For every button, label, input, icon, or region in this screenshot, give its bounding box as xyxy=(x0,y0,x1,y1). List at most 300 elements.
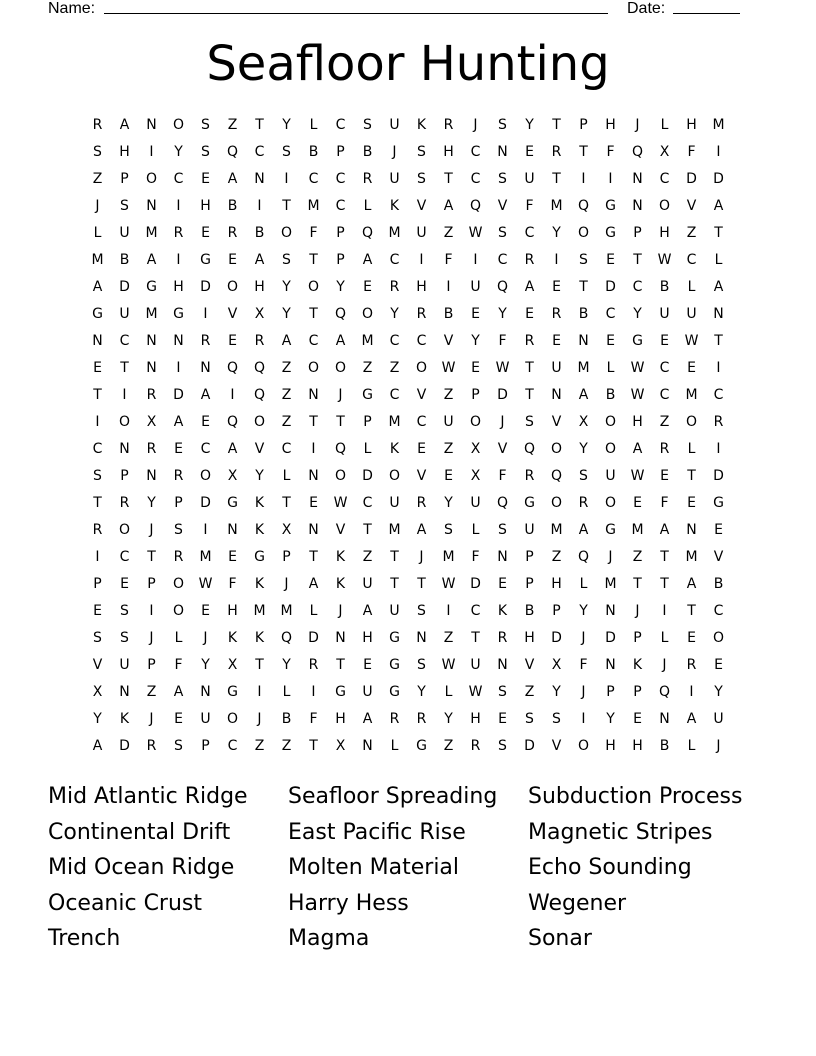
grid-letter: Y xyxy=(498,306,507,322)
grid-letter: G xyxy=(524,495,535,511)
grid-letter: E xyxy=(93,360,102,376)
grid-letter: I xyxy=(662,603,667,619)
grid-letter: E xyxy=(525,144,534,160)
grid-letter: J xyxy=(635,603,640,619)
grid-letter: O xyxy=(118,414,131,430)
grid-letter: I xyxy=(716,360,721,376)
grid-letter: T xyxy=(714,225,723,241)
grid-letter: P xyxy=(363,414,372,430)
grid-letter: O xyxy=(604,495,617,511)
grid-letter: R xyxy=(524,468,535,484)
grid-letter: E xyxy=(660,468,669,484)
grid-letter: Z xyxy=(362,360,373,376)
grid-letter: C xyxy=(335,171,346,187)
grid-letter: C xyxy=(659,387,670,403)
grid-row xyxy=(84,436,732,463)
grid-letter: X xyxy=(470,468,481,484)
grid-letter: K xyxy=(335,576,346,592)
grid-letter: B xyxy=(308,144,319,160)
grid-letter: I xyxy=(122,387,127,403)
grid-letter: G xyxy=(713,495,724,511)
grid-letter: T xyxy=(579,279,588,295)
grid-row xyxy=(84,247,732,274)
grid-letter: H xyxy=(686,117,697,133)
grid-letter: A xyxy=(686,711,697,727)
grid-letter: N xyxy=(146,333,157,349)
grid-letter: C xyxy=(470,603,481,619)
grid-letter: Y xyxy=(579,603,588,619)
grid-letter: E xyxy=(228,333,237,349)
grid-letter: N xyxy=(686,522,697,538)
grid-letter: K xyxy=(389,441,400,457)
grid-letter: M xyxy=(91,252,104,268)
grid-letter: C xyxy=(686,252,697,268)
grid-letter: M xyxy=(388,414,401,430)
grid-letter: U xyxy=(362,684,373,700)
grid-letter: W xyxy=(630,387,645,403)
grid-letter: E xyxy=(714,522,723,538)
grid-letter: Q xyxy=(523,441,536,457)
grid-letter: Z xyxy=(551,549,562,565)
grid-letter: G xyxy=(389,657,400,673)
grid-letter: R xyxy=(92,522,103,538)
grid-letter: J xyxy=(608,549,613,565)
grid-letter: R xyxy=(200,333,211,349)
grid-letter: W xyxy=(468,684,483,700)
grid-letter: X xyxy=(470,441,481,457)
grid-letter: S xyxy=(282,252,291,268)
grid-letter: U xyxy=(551,360,562,376)
grid-letter: C xyxy=(281,441,292,457)
word-bank-item: Subduction Process xyxy=(528,784,743,809)
grid-letter: E xyxy=(687,495,696,511)
grid-letter: R xyxy=(416,495,427,511)
grid-letter: Z xyxy=(686,225,697,241)
grid-letter: D xyxy=(524,738,535,754)
grid-letter: E xyxy=(633,495,642,511)
grid-letter: S xyxy=(498,522,507,538)
grid-letter: N xyxy=(632,198,643,214)
grid-letter: X xyxy=(335,738,346,754)
grid-letter: L xyxy=(687,738,696,754)
grid-letter: T xyxy=(336,414,345,430)
grid-letter: T xyxy=(552,117,561,133)
grid-letter: W xyxy=(333,495,348,511)
grid-letter: R xyxy=(578,495,589,511)
grid-letter: I xyxy=(176,360,181,376)
grid-letter: E xyxy=(201,225,210,241)
grid-letter: V xyxy=(497,198,508,214)
grid-letter: Y xyxy=(282,117,291,133)
grid-letter: E xyxy=(606,333,615,349)
grid-letter: O xyxy=(172,576,185,592)
grid-letter: T xyxy=(552,171,561,187)
grid-letter: X xyxy=(146,414,157,430)
grid-letter: D xyxy=(605,279,616,295)
grid-letter: Q xyxy=(226,360,239,376)
grid-letter: E xyxy=(363,657,372,673)
grid-letter: B xyxy=(659,738,670,754)
grid-letter: V xyxy=(713,549,724,565)
grid-letter: O xyxy=(307,360,320,376)
grid-letter: P xyxy=(201,738,210,754)
grid-letter: G xyxy=(605,198,616,214)
grid-letter: N xyxy=(200,684,211,700)
grid-letter: A xyxy=(119,117,130,133)
grid-letter: M xyxy=(388,522,401,538)
grid-letter: U xyxy=(659,306,670,322)
grid-letter: O xyxy=(307,279,320,295)
grid-letter: H xyxy=(119,144,130,160)
grid-letter: O xyxy=(604,441,617,457)
grid-letter: K xyxy=(389,198,400,214)
grid-letter: D xyxy=(119,738,130,754)
grid-letter: H xyxy=(605,117,616,133)
name-label: Name: xyxy=(48,0,96,17)
grid-letter: E xyxy=(498,576,507,592)
grid-letter: I xyxy=(689,684,694,700)
grid-letter: Y xyxy=(444,711,453,727)
grid-letter: C xyxy=(659,171,670,187)
grid-letter: S xyxy=(498,684,507,700)
word-bank-item: Trench xyxy=(48,926,121,951)
grid-letter: C xyxy=(119,549,130,565)
grid-letter: V xyxy=(416,198,427,214)
grid-letter: P xyxy=(120,171,129,187)
grid-letter: Z xyxy=(281,738,292,754)
grid-letter: O xyxy=(577,738,590,754)
grid-letter: A xyxy=(200,387,211,403)
date-blank-line[interactable] xyxy=(673,13,740,14)
grid-letter: L xyxy=(444,684,453,700)
word-bank-item: Oceanic Crust xyxy=(48,890,203,916)
grid-letter: A xyxy=(362,252,373,268)
grid-letter: H xyxy=(443,144,454,160)
word-bank-item: Magma xyxy=(288,926,370,951)
grid-row xyxy=(84,490,732,517)
grid-letter: A xyxy=(713,279,724,295)
grid-letter: I xyxy=(95,414,100,430)
grid-letter: B xyxy=(254,225,265,241)
grid-letter: I xyxy=(716,441,721,457)
grid-letter: I xyxy=(311,684,316,700)
grid-letter: T xyxy=(93,495,102,511)
grid-letter: C xyxy=(713,603,724,619)
grid-letter: Q xyxy=(631,144,644,160)
grid-letter: U xyxy=(119,306,130,322)
grid-row xyxy=(84,517,732,544)
grid-letter: N xyxy=(416,630,427,646)
grid-letter: E xyxy=(552,333,561,349)
grid-letter: L xyxy=(471,522,480,538)
grid-letter: I xyxy=(284,171,289,187)
grid-letter: E xyxy=(714,657,723,673)
grid-letter: T xyxy=(417,576,426,592)
grid-letter: N xyxy=(146,468,157,484)
grid-letter: I xyxy=(554,252,559,268)
grid-letter: I xyxy=(608,171,613,187)
grid-letter: Z xyxy=(443,225,454,241)
grid-letter: Y xyxy=(390,306,399,322)
grid-letter: S xyxy=(498,117,507,133)
grid-letter: S xyxy=(174,522,183,538)
grid-letter: G xyxy=(389,630,400,646)
grid-letter: F xyxy=(471,549,480,565)
grid-letter: N xyxy=(227,522,238,538)
grid-letter: F xyxy=(687,144,696,160)
grid-letter: A xyxy=(362,603,373,619)
grid-letter: E xyxy=(120,576,129,592)
grid-letter: P xyxy=(336,225,345,241)
grid-letter: T xyxy=(147,549,156,565)
grid-letter: L xyxy=(363,441,372,457)
grid-row xyxy=(84,571,732,598)
grid-letter: K xyxy=(227,630,238,646)
grid-letter: E xyxy=(201,414,210,430)
grid-letter: L xyxy=(282,684,291,700)
grid-letter: Y xyxy=(633,306,642,322)
grid-letter: R xyxy=(254,333,265,349)
grid-letter: I xyxy=(311,441,316,457)
grid-letter: T xyxy=(687,468,696,484)
grid-row xyxy=(84,463,732,490)
grid-letter: I xyxy=(176,198,181,214)
grid-letter: Z xyxy=(389,360,400,376)
grid-letter: N xyxy=(497,144,508,160)
grid-letter: O xyxy=(685,414,698,430)
grid-letter: L xyxy=(579,576,588,592)
grid-letter: O xyxy=(550,441,563,457)
grid-letter: D xyxy=(200,495,211,511)
grid-letter: I xyxy=(581,171,586,187)
grid-letter: I xyxy=(473,252,478,268)
grid-letter: C xyxy=(632,279,643,295)
grid-letter: I xyxy=(203,306,208,322)
grid-letter: Y xyxy=(282,657,291,673)
grid-letter: G xyxy=(605,225,616,241)
grid-letter: T xyxy=(336,657,345,673)
grid-letter: G xyxy=(362,387,373,403)
grid-letter: N xyxy=(578,333,589,349)
grid-letter: R xyxy=(443,117,454,133)
grid-letter: I xyxy=(176,252,181,268)
grid-row xyxy=(84,112,732,139)
grid-letter: S xyxy=(417,603,426,619)
grid-letter: C xyxy=(416,333,427,349)
grid-letter: W xyxy=(495,360,510,376)
grid-letter: N xyxy=(146,360,157,376)
grid-letter: C xyxy=(227,738,238,754)
grid-letter: Z xyxy=(281,414,292,430)
grid-letter: N xyxy=(659,711,670,727)
grid-letter: Z xyxy=(281,360,292,376)
grid-letter: M xyxy=(199,549,212,565)
grid-letter: K xyxy=(335,549,346,565)
grid-letter: K xyxy=(497,603,508,619)
grid-letter: B xyxy=(524,603,535,619)
grid-letter: V xyxy=(335,522,346,538)
grid-letter: F xyxy=(660,495,669,511)
grid-letter: U xyxy=(389,603,400,619)
grid-letter: V xyxy=(416,468,427,484)
grid-letter: L xyxy=(174,630,183,646)
grid-letter: R xyxy=(524,333,535,349)
grid-letter: N xyxy=(308,468,319,484)
grid-letter: O xyxy=(577,225,590,241)
grid-letter: S xyxy=(201,144,210,160)
grid-letter: Y xyxy=(471,333,480,349)
grid-letter: J xyxy=(257,711,262,727)
grid-letter: F xyxy=(579,657,588,673)
grid-letter: P xyxy=(336,144,345,160)
grid-letter: U xyxy=(524,522,535,538)
grid-letter: E xyxy=(201,603,210,619)
grid-letter: Q xyxy=(334,441,347,457)
grid-letter: L xyxy=(282,468,291,484)
grid-row xyxy=(84,355,732,382)
grid-letter: S xyxy=(579,252,588,268)
grid-letter: Y xyxy=(714,684,723,700)
grid-letter: Z xyxy=(443,387,454,403)
grid-letter: H xyxy=(632,738,643,754)
grid-letter: A xyxy=(227,441,238,457)
grid-letter: S xyxy=(417,171,426,187)
grid-letter: F xyxy=(444,252,453,268)
grid-letter: A xyxy=(713,198,724,214)
grid-letter: G xyxy=(146,279,157,295)
grid-letter: C xyxy=(335,117,346,133)
grid-letter: P xyxy=(552,603,561,619)
grid-letter: Y xyxy=(606,711,615,727)
grid-letter: R xyxy=(146,738,157,754)
grid-letter: I xyxy=(257,198,262,214)
grid-letter: P xyxy=(633,630,642,646)
grid-letter: Z xyxy=(443,441,454,457)
grid-letter: P xyxy=(120,468,129,484)
grid-letter: M xyxy=(307,198,320,214)
grid-letter: P xyxy=(633,225,642,241)
grid-letter: C xyxy=(470,171,481,187)
grid-letter: B xyxy=(281,711,292,727)
grid-letter: Q xyxy=(496,495,509,511)
grid-letter: V xyxy=(551,738,562,754)
grid-letter: R xyxy=(551,144,562,160)
grid-letter: T xyxy=(444,171,453,187)
grid-letter: R xyxy=(308,657,319,673)
grid-letter: T xyxy=(660,576,669,592)
grid-letter: M xyxy=(253,603,266,619)
grid-letter: E xyxy=(228,549,237,565)
grid-letter: R xyxy=(173,225,184,241)
grid-letter: T xyxy=(255,117,264,133)
grid-letter: A xyxy=(578,522,589,538)
grid-letter: U xyxy=(443,414,454,430)
grid-letter: T xyxy=(309,738,318,754)
grid-letter: G xyxy=(254,549,265,565)
grid-letter: B xyxy=(443,306,454,322)
grid-letter: V xyxy=(686,198,697,214)
grid-letter: C xyxy=(335,198,346,214)
grid-letter: C xyxy=(92,441,103,457)
grid-letter: U xyxy=(389,171,400,187)
grid-letter: R xyxy=(119,495,130,511)
grid-letter: C xyxy=(605,306,616,322)
grid-row xyxy=(84,598,732,625)
grid-letter: Z xyxy=(362,549,373,565)
grid-letter: J xyxy=(338,603,343,619)
grid-letter: E xyxy=(687,360,696,376)
grid-letter: R xyxy=(92,117,103,133)
letter-grid xyxy=(84,112,732,760)
grid-letter: F xyxy=(309,225,318,241)
grid-letter: L xyxy=(93,225,102,241)
grid-letter: Y xyxy=(201,657,210,673)
grid-letter: Y xyxy=(282,279,291,295)
grid-letter: T xyxy=(282,198,291,214)
grid-letter: Y xyxy=(174,144,183,160)
grid-letter: A xyxy=(362,711,373,727)
word-bank-item: Echo Sounding xyxy=(528,855,692,880)
grid-letter: J xyxy=(581,630,586,646)
grid-letter: N xyxy=(632,171,643,187)
grid-letter: G xyxy=(389,684,400,700)
word-bank-item: Seafloor Spreading xyxy=(288,784,498,809)
grid-letter: S xyxy=(444,522,453,538)
grid-letter: S xyxy=(174,738,183,754)
grid-letter: R xyxy=(173,549,184,565)
grid-letter: P xyxy=(606,684,615,700)
grid-letter: I xyxy=(446,279,451,295)
grid-letter: Y xyxy=(552,684,561,700)
date-label: Date: xyxy=(627,0,666,17)
grid-letter: C xyxy=(362,495,373,511)
grid-letter: Q xyxy=(361,225,374,241)
grid-letter: M xyxy=(577,360,590,376)
grid-letter: U xyxy=(605,468,616,484)
grid-letter: W xyxy=(198,576,213,592)
grid-letter: O xyxy=(388,468,401,484)
grid-row xyxy=(84,733,732,760)
grid-letter: I xyxy=(149,603,154,619)
grid-letter: V xyxy=(443,333,454,349)
grid-row xyxy=(84,544,732,571)
grid-letter: R xyxy=(389,711,400,727)
grid-letter: O xyxy=(469,414,482,430)
grid-letter: T xyxy=(390,576,399,592)
grid-letter: T xyxy=(525,360,534,376)
grid-letter: G xyxy=(605,522,616,538)
word-bank-item: Sonar xyxy=(528,926,592,951)
grid-letter: Y xyxy=(282,306,291,322)
grid-letter: J xyxy=(284,576,289,592)
grid-letter: I xyxy=(716,144,721,160)
grid-letter: A xyxy=(92,279,103,295)
grid-letter: E xyxy=(552,279,561,295)
grid-letter: A xyxy=(416,522,427,538)
grid-letter: H xyxy=(551,576,562,592)
grid-letter: R xyxy=(686,657,697,673)
grid-letter: L xyxy=(660,630,669,646)
grid-letter: F xyxy=(309,711,318,727)
grid-letter: G xyxy=(416,738,427,754)
grid-letter: N xyxy=(362,738,373,754)
grid-letter: P xyxy=(525,549,534,565)
grid-letter: C xyxy=(389,387,400,403)
grid-letter: H xyxy=(254,279,265,295)
name-blank-line[interactable] xyxy=(104,13,608,14)
grid-row xyxy=(84,706,732,733)
grid-letter: Y xyxy=(444,495,453,511)
